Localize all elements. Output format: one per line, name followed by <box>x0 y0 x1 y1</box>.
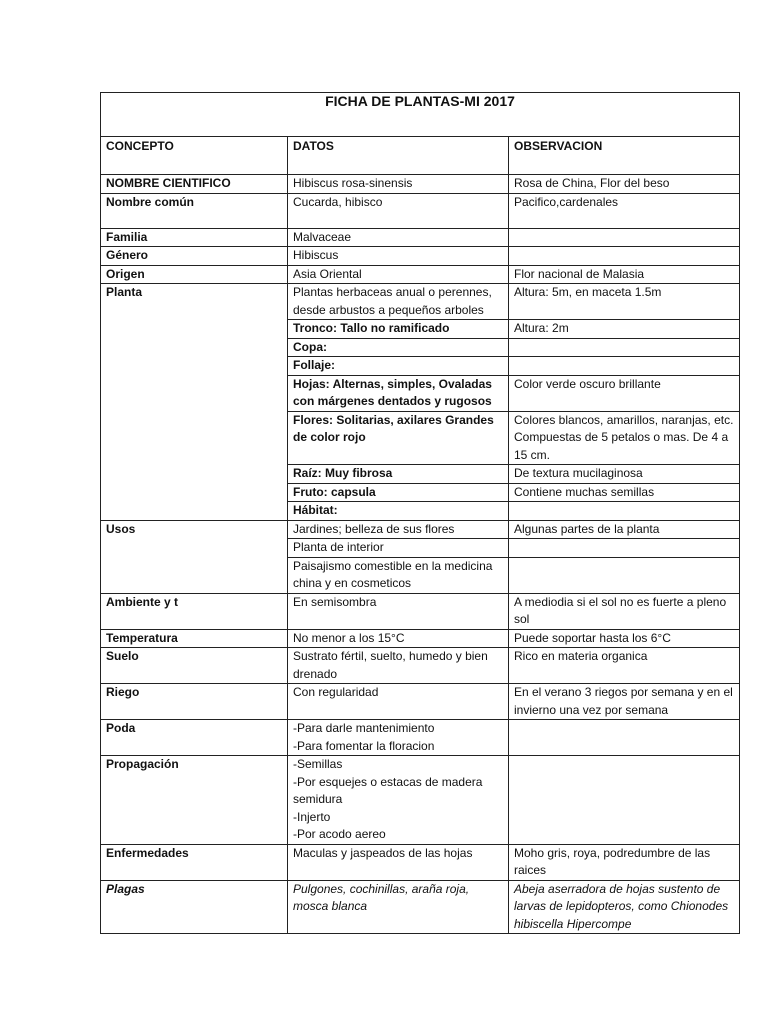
datos-cell: Tronco: Tallo no ramificado <box>288 320 509 339</box>
datos-cell <box>288 720 509 756</box>
row-suelo <box>101 648 740 684</box>
datos-cell: Maculas y jaspeados de las hojas <box>288 844 509 880</box>
title-row <box>101 93 740 137</box>
obs-cell: De textura mucilaginosa <box>509 465 740 484</box>
concept-label: Familia <box>101 228 288 247</box>
datos-line: -Por acodo aereo <box>293 827 386 841</box>
row-temperatura <box>101 629 740 648</box>
obs-cell: Altura: 2m <box>509 320 740 339</box>
obs-cell <box>509 338 740 357</box>
header-concepto: CONCEPTO <box>101 137 288 175</box>
obs-cell: Pacifico,cardenales <box>509 193 740 228</box>
header-datos: DATOS <box>288 137 509 175</box>
concept-label: Propagación <box>101 756 288 845</box>
page-title: FICHA DE PLANTAS-MI 2017 <box>101 93 740 137</box>
datos-cell: Pulgones, cochinillas, araña roja, mosca blanca <box>288 880 509 934</box>
row-genero <box>101 247 740 266</box>
datos-cell: Asia Oriental <box>288 265 509 284</box>
concept-label: Planta <box>101 284 288 521</box>
row-poda <box>101 720 740 756</box>
datos-cell: Flores: Solitarias, axilares Grandes de color rojo <box>288 411 509 465</box>
datos-cell: Fruto: capsula <box>288 483 509 502</box>
datos-cell <box>288 756 509 845</box>
obs-cell: Abeja aserradora de hojas sustento de larvas de lepidopteros, como Chionodes hibiscella Hipercompe <box>509 880 740 934</box>
obs-cell: Rico en materia organica <box>509 648 740 684</box>
header-observacion: OBSERVACION <box>509 137 740 175</box>
datos-cell: Hábitat: <box>288 502 509 521</box>
obs-cell <box>509 557 740 593</box>
obs-cell: Altura: 5m, en maceta 1.5m <box>509 284 740 320</box>
row-nombre-comun <box>101 193 740 228</box>
row-usos <box>101 520 740 539</box>
plant-sheet <box>100 92 739 934</box>
datos-line: -Semillas <box>293 757 343 771</box>
datos-cell: No menor a los 15°C <box>288 629 509 648</box>
row-familia <box>101 228 740 247</box>
row-nombre-cientifico <box>101 175 740 194</box>
datos-line: -Injerto <box>293 809 331 824</box>
row-enfermedades <box>101 844 740 880</box>
obs-cell: Contiene muchas semillas <box>509 483 740 502</box>
concept-label: Suelo <box>101 648 288 684</box>
concept-label: Temperatura <box>101 629 288 648</box>
datos-cell: Planta de interior <box>288 539 509 558</box>
obs-cell: En el verano 3 riegos por semana y en el invierno una vez por semana <box>509 684 740 720</box>
datos-cell: Con regularidad <box>288 684 509 720</box>
obs-cell <box>509 539 740 558</box>
concept-label: Poda <box>101 720 288 756</box>
obs-cell: Colores blancos, amarillos, naranjas, etc. Compuestas de 5 petalos o mas. De 4 a 15 cm. <box>509 411 740 465</box>
obs-cell: Algunas partes de la planta <box>509 520 740 539</box>
concept-label: Enfermedades <box>101 844 288 880</box>
concept-label: Ambiente y t <box>101 593 288 629</box>
concept-label: Plagas <box>101 880 288 934</box>
concept-label: Riego <box>101 684 288 720</box>
datos-cell: Hibiscus <box>288 247 509 266</box>
datos-cell: Jardines; belleza de sus flores <box>288 520 509 539</box>
row-riego <box>101 684 740 720</box>
concept-label: Usos <box>101 520 288 593</box>
obs-cell: Moho gris, roya, podredumbre de las raices <box>509 844 740 880</box>
concept-label: NOMBRE CIENTIFICO <box>101 175 288 194</box>
datos-cell: Cucarda, hibisco <box>288 193 509 228</box>
row-propagacion <box>101 756 740 845</box>
obs-cell <box>509 756 740 845</box>
concept-label: Género <box>101 247 288 266</box>
row-ambiente <box>101 593 740 629</box>
obs-cell: Flor nacional de Malasia <box>509 265 740 284</box>
obs-cell <box>509 228 740 247</box>
row-plagas <box>101 880 740 934</box>
datos-cell: Copa: <box>288 338 509 357</box>
datos-line: -Por esquejes o estacas de madera semidura <box>293 774 483 806</box>
datos-line: -Para fomentar la floracion <box>293 738 435 753</box>
datos-cell: Paisajismo comestible en la medicina china y en cosmeticos <box>288 557 509 593</box>
plant-data-table <box>100 92 740 934</box>
obs-cell: Puede soportar hasta los 6°C <box>509 629 740 648</box>
datos-cell: Hibiscus rosa-sinensis <box>288 175 509 194</box>
obs-cell <box>509 502 740 521</box>
datos-cell: Follaje: <box>288 357 509 376</box>
obs-cell: Color verde oscuro brillante <box>509 375 740 411</box>
concept-label: Nombre común <box>101 193 288 228</box>
datos-line: -Para darle mantenimiento <box>293 721 435 735</box>
obs-cell: A mediodia si el sol no es fuerte a pleno sol <box>509 593 740 629</box>
datos-cell: Hojas: Alternas, simples, Ovaladas con márgenes dentados y rugosos <box>288 375 509 411</box>
concept-label: Origen <box>101 265 288 284</box>
row-origen <box>101 265 740 284</box>
obs-cell <box>509 720 740 756</box>
datos-cell: Malvaceae <box>288 228 509 247</box>
datos-cell: En semisombra <box>288 593 509 629</box>
row-planta <box>101 284 740 320</box>
obs-cell <box>509 357 740 376</box>
obs-cell: Rosa de China, Flor del beso <box>509 175 740 194</box>
obs-cell <box>509 247 740 266</box>
datos-cell: Sustrato fértil, suelto, humedo y bien drenado <box>288 648 509 684</box>
datos-cell: Raíz: Muy fibrosa <box>288 465 509 484</box>
header-row <box>101 137 740 175</box>
datos-cell: Plantas herbaceas anual o perennes, desde arbustos a pequeños arboles <box>288 284 509 320</box>
